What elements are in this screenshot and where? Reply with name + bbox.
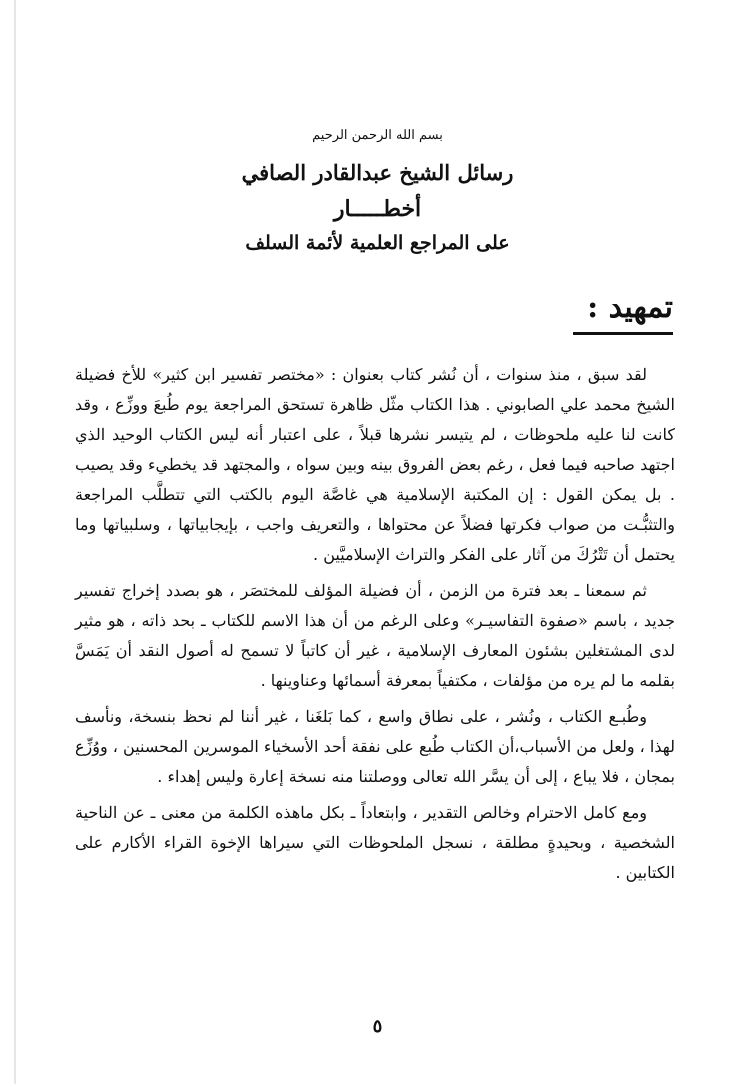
paragraph: وطُبـع الكتاب ، ونُشر ، على نطاق واسع ، كما بَلغَنا ، غير أننا لم نحظ بنسخة، ونأسف لهذا ، ولعل من الأسباب،أن الكتاب طُبع على نفقة أحد الأسخياء الموسرين المحسنين ، ووُزِّع بمجان ، فلا يباع ، إلى أن يسَّر الله تعالى ووصلتنا منه نسخة إعارة وليس إهداء . bbox=[74, 707, 675, 786]
page-number: ٥ bbox=[372, 1016, 383, 1037]
main-title: أخطـــــار bbox=[333, 196, 422, 222]
paragraph: لقد سبق ، منذ سنوات ، أن نُشر كتاب بعنوان : «مختصر تفسير ابن كثير» للأخ فضيلة الشيخ محمد علي الصابوني . هذا الكتاب مثّل ظاهرة تستحق المراجعة يوم طُبعَ ووزِّع ، وقد كانت لنا عليه ملحوظات ، لم يتيسر نشرها قبلاً ، على اعتبار أنه ليس الكتاب الوحيد الذي اجتهد صاحبه فيما فعل ، رغم بعض الفروق بينه وبين سواه ، والمجتهد قد يخطيء وقد يصيب . بل يمكن القول : إن المكتبة الإسلامية هي غاصَّة اليوم بالكتب التي تتطلَّب المراجعة والتثبُّـت من صواب فكرتها فضلاً عن محتواها ، والتعريف واجب ، بإيجابياتها ، وسلبياتها وما يحتمل أن تَتْرُكَ من آثار على الفكر والتراث الإسلاميَّين . bbox=[75, 365, 675, 564]
heading-underline bbox=[573, 332, 673, 335]
series-title: رسائل الشيخ عبدالقادر الصافي bbox=[241, 160, 514, 185]
subtitle: على المراجع العلمية لأئمة السلف bbox=[245, 232, 510, 254]
paragraph: ثم سمعنا ـ بعد فترة من الزمن ، أن فضيلة المؤلف للمختصَر ، هو بصدد إخراج تفسير جديد ، باسم «صفوة التفاسيـر» وعلى الرغم من أن هذا الاسم للكتاب ـ بحد ذاته ، هو مثير لدى المشتغلين بشئون المعارف الإسلامية ، غير أن كاتباً لا تسمح له أصول النقد أن يَمَسَّ بقلمه ما لم يره من مؤلفات ، مكتفياً بمعرفة أسمائها وعناوينها . bbox=[75, 581, 675, 690]
body-text bbox=[75, 360, 675, 894]
paragraph: ومع كامل الاحترام وخالص التقدير ، وابتعاداً ـ بكل ماهذه الكلمة من معنى ـ عن الناحية الشخصية ، وبحيدةٍ مطلقة ، نسجل الملحوظات التي سيراها الإخوة القراء الأكارم على الكتابين . bbox=[75, 803, 675, 882]
section-heading: تمهيد : bbox=[587, 290, 673, 325]
basmala: بسم الله الرحمن الرحيم bbox=[312, 128, 443, 143]
